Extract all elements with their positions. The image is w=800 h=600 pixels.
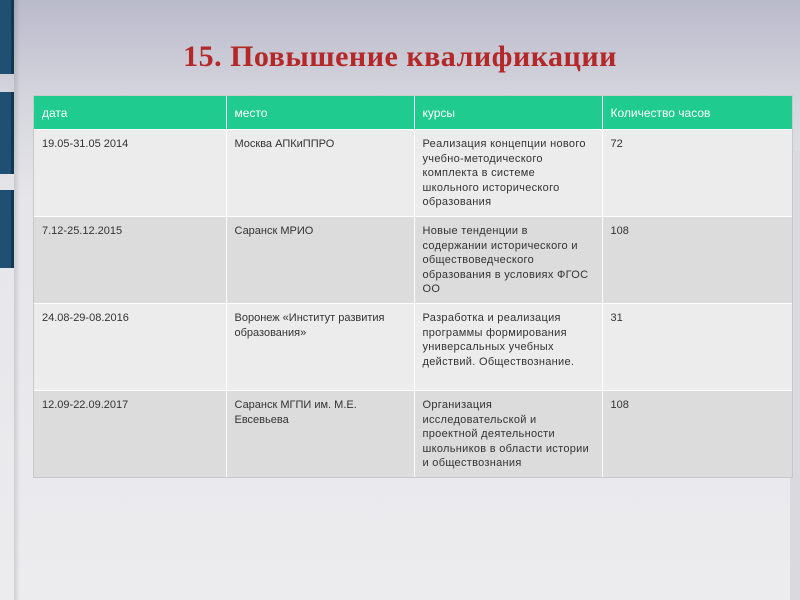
cell-course: Новые тенденции в содержании исторического и обществоведческого образования в условиях ФГОС ОО [414,217,602,304]
cell-place: Саранск МРИО [226,217,414,304]
left-edge-shadow [14,0,20,600]
qualification-table [33,95,793,478]
slide-title: 15. Повышение квалификации [183,40,617,73]
table-row [34,130,792,217]
header-place: место [226,96,414,130]
accent-bar-middle [0,92,14,174]
cell-place: Москва АПКиППРО [226,130,414,217]
accent-bar-bottom [0,190,14,268]
table-row [34,391,792,478]
cell-date: 7.12-25.12.2015 [34,217,226,304]
table-row [34,217,792,304]
cell-date: 12.09-22.09.2017 [34,391,226,478]
cell-course: Реализация концепции нового учебно-методического комплекта в системе школьного исторического образования [414,130,602,217]
cell-date: 24.08-29-08.2016 [34,304,226,391]
header-courses: курсы [414,96,602,130]
cell-hours: 72 [602,130,792,217]
cell-place: Воронеж «Институт развития образования» [226,304,414,391]
cell-hours: 108 [602,391,792,478]
header-hours: Количество часов [602,96,792,130]
cell-hours: 31 [602,304,792,391]
table-row [34,304,792,391]
cell-hours: 108 [602,217,792,304]
table-header-row [34,96,792,130]
cell-place: Саранск МГПИ им. М.Е. Евсевьева [226,391,414,478]
cell-course: Разработка и реализация программы формирования универсальных учебных действий. Обществознание. [414,304,602,391]
cell-date: 19.05-31.05 2014 [34,130,226,217]
header-date: дата [34,96,226,130]
cell-course: Организация исследовательской и проектной деятельности школьников в области истории и обществознания [414,391,602,478]
